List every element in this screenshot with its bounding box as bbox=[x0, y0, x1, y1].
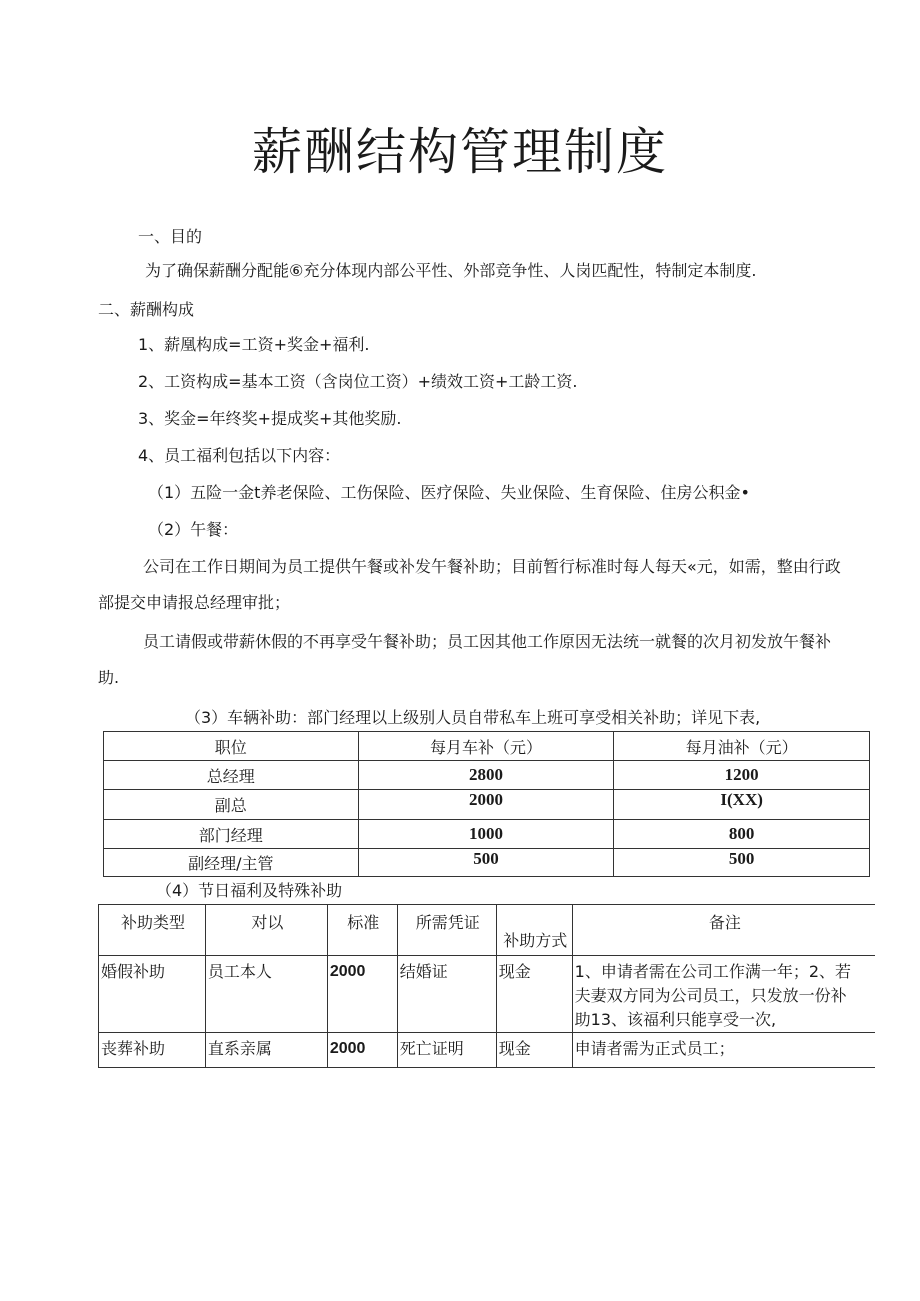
note-line: 1、申请者需在公司工作满一年；2、若 bbox=[574, 962, 852, 981]
table-header-cell: 每月油补（元） bbox=[614, 732, 870, 761]
table-cell: 800 bbox=[614, 820, 870, 849]
table-cell: 现金 bbox=[496, 1033, 572, 1068]
table-header-row bbox=[104, 732, 870, 761]
table-cell: 2000 bbox=[327, 1033, 397, 1068]
table-cell-note bbox=[572, 956, 875, 1033]
table-cell: 500 bbox=[614, 849, 870, 877]
table-cell: 直系亲属 bbox=[205, 1033, 327, 1068]
table-cell: I(XX) bbox=[614, 790, 870, 820]
vehicle-allowance-table bbox=[103, 731, 870, 877]
section-heading-purpose: 一、目的 bbox=[138, 227, 203, 246]
table-cell: 1200 bbox=[614, 761, 870, 790]
table-header-cell: 每月车补（元） bbox=[358, 732, 614, 761]
section-heading-composition: 二、薪酬构成 bbox=[98, 300, 195, 319]
welfare-item-vehicle: （3）车辆补助：部门经理以上级别人员自带私车上班可享受相关补助；详见下表, bbox=[185, 708, 761, 727]
table-row bbox=[104, 761, 870, 790]
table-header-cell: 职位 bbox=[104, 732, 359, 761]
special-allowance-table bbox=[98, 904, 875, 1068]
table-header-cell: 补助方式 bbox=[496, 905, 572, 956]
table-cell: 死亡证明 bbox=[397, 1033, 496, 1068]
table-cell: 1000 bbox=[358, 820, 614, 849]
table-cell: 部门经理 bbox=[104, 820, 359, 849]
table-row bbox=[99, 1033, 876, 1068]
composition-item: 3、奖金=年终奖+提成奖+其他奖励. bbox=[138, 409, 402, 428]
table-cell: 结婚证 bbox=[397, 956, 496, 1033]
lunch-paragraph-line: 部提交申请报总经理审批； bbox=[98, 593, 291, 612]
welfare-item-insurance: （1）五险一金t养老保险、工伤保险、医疗保险、失业保险、生育保险、住房公积金• bbox=[148, 483, 750, 502]
table-cell: 副经理/主管 bbox=[104, 849, 359, 877]
lunch-paragraph-line: 公司在工作日期间为员工提供午餐或补发午餐补助；目前暂行标准时每人每天«元，如需，整由行政 bbox=[143, 557, 841, 576]
table-cell: 员工本人 bbox=[205, 956, 327, 1033]
lunch-paragraph-line: 助. bbox=[98, 668, 120, 687]
table-cell: 现金 bbox=[496, 956, 572, 1033]
table-cell-note bbox=[572, 1033, 875, 1068]
table-header-cell: 补助类型 bbox=[99, 905, 206, 956]
table-cell: 2800 bbox=[358, 761, 614, 790]
composition-item: 4、员工福利包括以下内容： bbox=[138, 446, 341, 465]
table-cell: 500 bbox=[358, 849, 614, 877]
table-row bbox=[104, 790, 870, 820]
table-row bbox=[104, 820, 870, 849]
table-row bbox=[99, 956, 876, 1033]
table-cell: 婚假补助 bbox=[99, 956, 206, 1033]
page-title: 薪酬结构管理制度 bbox=[252, 123, 668, 181]
table-row bbox=[104, 849, 870, 877]
purpose-paragraph: 为了确保薪酬分配能⑥充分体现内部公平性、外部竞争性、人岗匹配性，特制定本制度. bbox=[145, 261, 757, 280]
table-header-row bbox=[99, 905, 876, 956]
composition-item: 2、工资构成=基本工资（含岗位工资）+绩效工资+工龄工资. bbox=[138, 372, 578, 391]
table-cell: 2000 bbox=[358, 790, 614, 820]
table-header-cell: 标准 bbox=[327, 905, 397, 956]
composition-item: 1、薪凰构成=工资+奖金+福利. bbox=[138, 335, 370, 354]
table-header-cell: 对以 bbox=[205, 905, 327, 956]
table-cell: 丧葬补助 bbox=[99, 1033, 206, 1068]
note-line: 夫妻双方同为公司员工，只发放一份补 bbox=[574, 986, 847, 1005]
table-cell: 总经理 bbox=[104, 761, 359, 790]
note-line: 助13、该福利只能享受一次, bbox=[574, 1010, 777, 1029]
table-header-cell: 所需凭证 bbox=[397, 905, 496, 956]
note-line: 申请者需为正式员工； bbox=[574, 1039, 735, 1058]
welfare-item-holiday: （4）节日福利及特殊补助 bbox=[156, 881, 343, 900]
lunch-paragraph-line: 员工请假或带薪休假的不再享受午餐补助；员工因其他工作原因无法统一就餐的次月初发放午餐补 bbox=[143, 632, 832, 651]
table-cell: 2000 bbox=[327, 956, 397, 1033]
welfare-item-lunch: （2）午餐： bbox=[148, 520, 239, 539]
table-header-cell: 备注 bbox=[572, 905, 875, 956]
table-cell: 副总 bbox=[104, 790, 359, 820]
